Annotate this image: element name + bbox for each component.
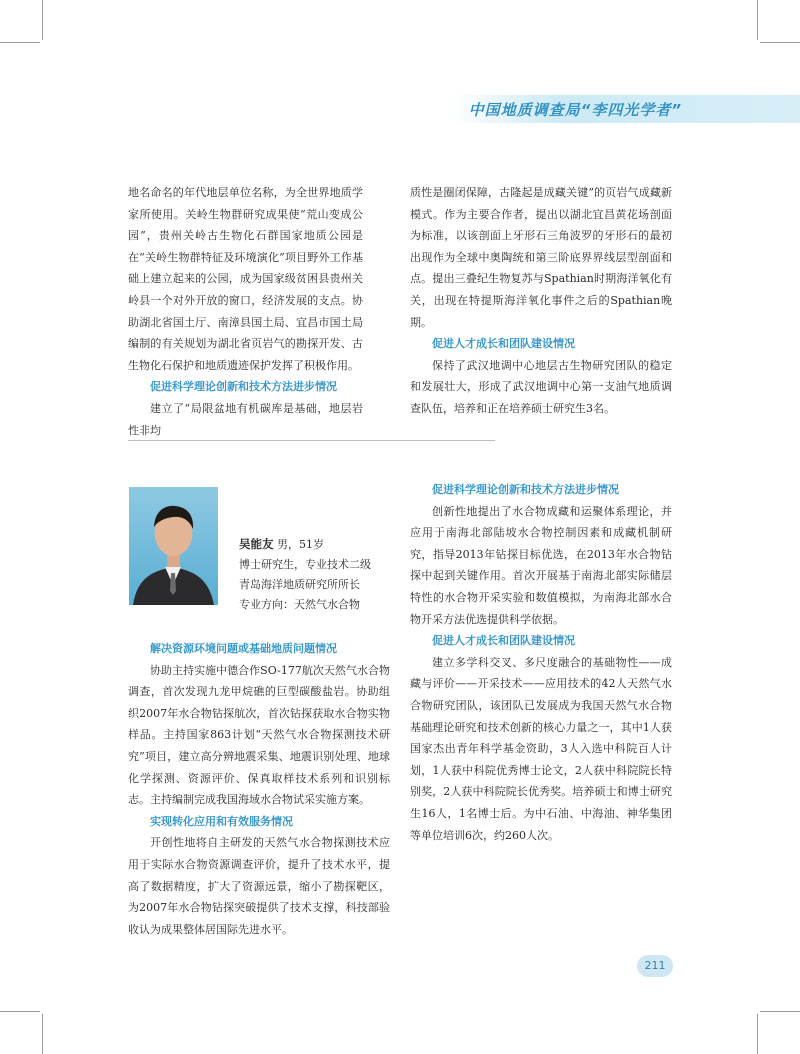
person-bio [239,534,371,615]
banner-title: 中国地质调查局“李四光学者” [468,101,682,119]
lower-right-column [410,479,672,846]
person-meta: 男，51岁 [277,538,324,551]
portrait-photo [129,487,218,605]
paragraph: 质性是圈闭保障，古隆起是成藏关键”的页岩气成藏新模式。作为主要合作者，提出以湖北宜昌黄花场剖面为标准，以该剖面上牙形石三角波罗的牙形石的最初出现作为全球中奥陶统和第三阶底界界线层型剖面和点。提出三叠纪生物复苏与Spathian时期海洋氧化有关，出现在特提斯海洋氧化事件之后的Spathian晚期。 [410,186,672,329]
paragraph: 协助主持实施中德合作SO-177航次天然气水合物调查，首次发现九龙甲烷礁的巨型碳酸盐岩。协助组织2007年水合物钻探航次，首次钻探获取水合物实物样品。主持国家863计划“天然气水合物探测技术研究”项目，建立高分辨地震采集、地震识别处理、地球化学探测、资源评价、保真取样技术系列和识别标志。主持编制完成我国海域水合物试采实施方案。 [128,663,390,807]
crop-mark [760,42,800,43]
top-left-column [128,182,363,441]
crop-mark [42,1014,43,1054]
paragraph: 建立多学科交叉、多尺度融合的基础物性——成藏与评价——开采技术——应用技术的42人天然气水合物研究团队，该团队已发展成为我国天然气水合物基础理论研究和技术创新的核心力量之一，其中1人获国家杰出青年科学基金资助，3人入选中科院百人计划，1人获中科院优秀博士论文，2人获中科院院长特别奖，2人获中科院院长优秀奖。培养硕士和博士研究生16人，1名博士后。为中石油、中海油、神华集团等单位培训6次，约260人次。 [410,655,672,842]
person-silhouette [129,487,218,605]
header-banner [452,95,800,123]
crop-mark [0,1011,40,1012]
paragraph: 创新性地提出了水合物成藏和运聚体系理论，并应用于南海北部陆坡水合物控制因素和成藏机制研究，指导2013年钻探目标优选，在2013年水合物钻探中起到关键作用。首次开展基于南海北部实际储层特性的水合物开采实验和数值模拟，为南海北部水合物开采方法优选提供科学依据。 [410,504,672,626]
paragraph: 开创性地将自主研发的天然气水合物探测技术应用于实际水合物资源调查评价，提升了技术水平，提高了数据精度，扩大了资源远景，缩小了勘探靶区，为2007年水合物钻探突破提供了技术支撑，科技部验收认为成果整体居国际先进水平。 [128,836,390,936]
paragraph: 保持了武汉地调中心地层古生物研究团队的稳定和发展壮大，形成了武汉地调中心第一支油气地质调查队伍，培养和正在培养硕士研究生3名。 [410,358,672,415]
person-field: 专业方向：天然气水合物 [239,598,360,611]
paragraph: 地名命名的年代地层单位名称，为全世界地质学家所使用。关岭生物群研究成果使“荒山变成公园”，贵州关岭古生物化石群国家地质公园是在“关岭生物群特征及环境演化”项目野外工作基础上建立起来的公园，成为国家级贫困县贵州关岭县一个对外开放的窗口，经济发展的支点。协助湖北省国土厅、南漳县国土局、宜昌市国土局编制的有关规划为湖北省页岩气的勘探开发、古生物化石保护和地质遗迹保护发挥了积极作用。 [128,186,363,372]
paragraph: 建立了“局限盆地有机碳库是基础，地层岩性非均 [128,401,363,437]
section-heading: 实现转化应用和有效服务情况 [150,814,293,828]
crop-mark [760,1011,800,1012]
section-heading: 促进科学理论创新和技术方法进步情况 [150,380,337,394]
section-heading: 解决资源环境问题或基础地质问题情况 [150,642,337,655]
page-number: 211 [637,955,673,977]
crop-mark [0,42,40,43]
section-heading: 促进人才成长和团队建设情况 [432,337,575,351]
top-right-column [410,182,672,420]
person-name: 吴能友 [239,537,274,551]
person-degree: 博士研究生，专业技术二级 [239,558,371,571]
crop-mark [42,0,43,40]
crop-mark [757,0,758,40]
crop-mark [757,1014,758,1054]
section-heading: 促进人才成长和团队建设情况 [432,634,575,648]
section-heading: 促进科学理论创新和技术方法进步情况 [432,483,619,496]
person-position: 青岛海洋地质研究所所长 [239,578,360,591]
lower-left-column [128,638,390,940]
section-divider [128,440,495,441]
